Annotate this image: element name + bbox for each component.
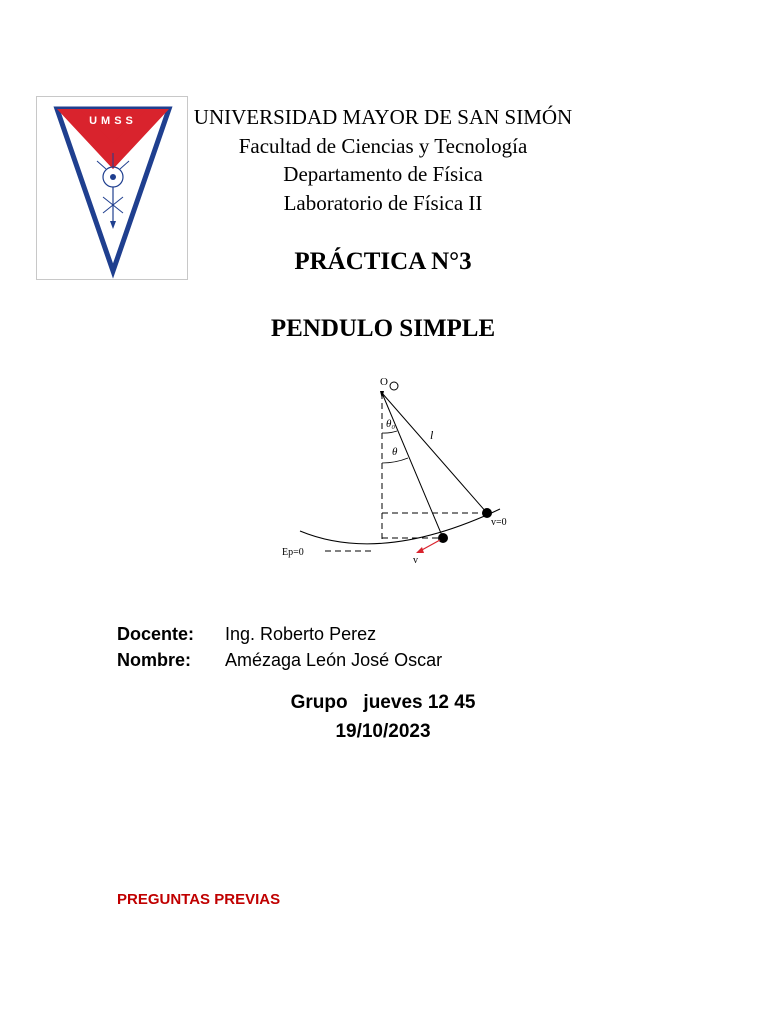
pendulum-diagram	[270, 375, 530, 575]
nombre-value: Amézaga León José Oscar	[225, 650, 443, 670]
trajectory-arc	[300, 509, 500, 544]
date: 19/10/2023	[335, 721, 431, 742]
string-current	[382, 393, 443, 538]
theta0-label: θ₀	[386, 418, 396, 430]
practice-topic-title: PENDULO SIMPLE	[270, 315, 496, 342]
velocity-arrow	[420, 540, 440, 551]
docente-row	[117, 622, 376, 646]
string-extreme	[382, 393, 487, 513]
nombre-row	[117, 648, 442, 672]
v0-label: v=0	[491, 517, 507, 528]
svg-text:UMSS: UMSS	[89, 115, 137, 127]
university-name: UNIVERSIDAD MAYOR DE SAN SIMÓN	[193, 105, 573, 129]
v-label: v	[413, 555, 418, 566]
group-info: Grupo jueves 12 45	[290, 692, 476, 713]
bob-current	[438, 533, 448, 543]
docente-value: Ing. Roberto Perez	[225, 624, 377, 644]
laboratory-name: Laboratorio de Física II	[283, 191, 483, 215]
ep-label: Ep=0	[282, 547, 304, 558]
faculty-name: Facultad de Ciencias y Tecnología	[238, 134, 528, 158]
pivot-label: O	[380, 376, 388, 388]
nombre-label: Nombre:	[117, 650, 192, 670]
docente-label: Docente:	[117, 624, 195, 644]
practice-number-title: PRÁCTICA N°3	[294, 248, 472, 275]
section-heading: PREGUNTAS PREVIAS	[117, 891, 281, 908]
pivot-point-icon	[390, 382, 398, 390]
theta-label: θ	[392, 446, 398, 458]
length-label: l	[430, 428, 434, 442]
department-name: Departamento de Física	[283, 162, 483, 186]
